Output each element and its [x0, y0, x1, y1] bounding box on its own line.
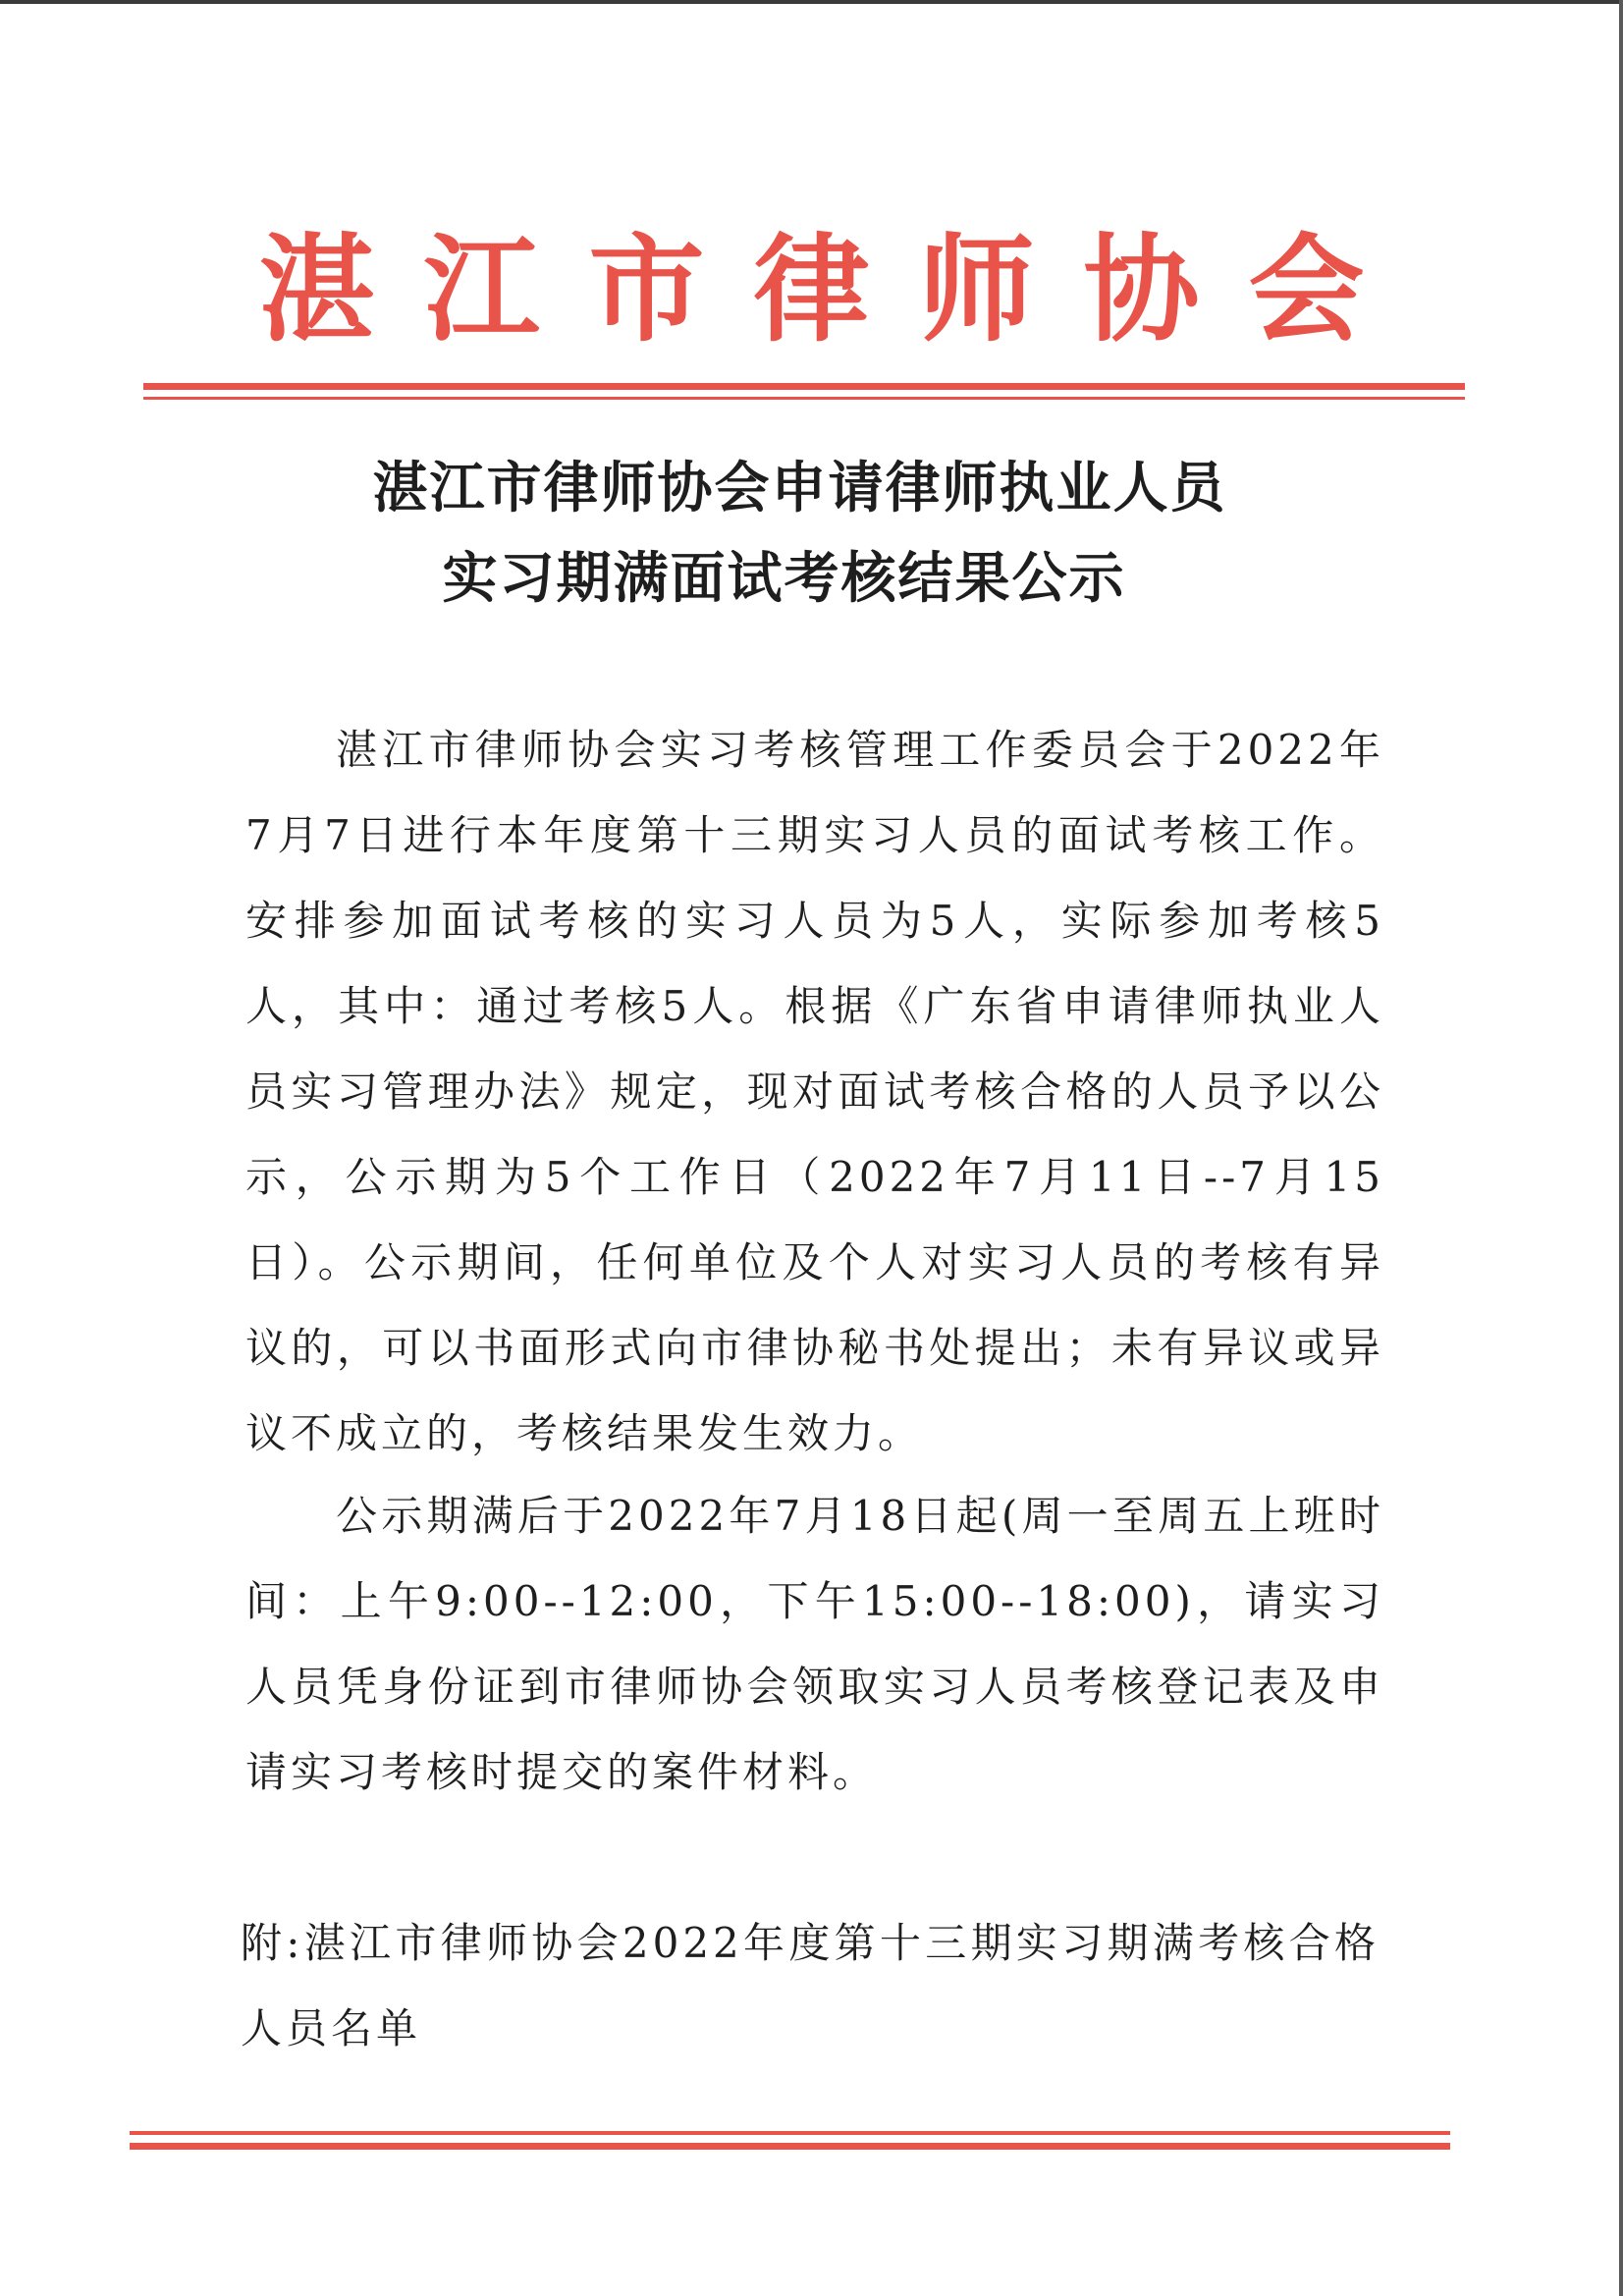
scan-edge-top [0, 0, 1623, 4]
footer-rule-thin [130, 2131, 1450, 2135]
letterhead-rule-thick [143, 383, 1465, 390]
notice-title-line1: 湛江市律师协会申请律师执业人员 [372, 457, 1227, 520]
letterhead-org-name: 湛江市律师协会 [258, 222, 1414, 357]
notice-title-line2: 实习期满面试考核结果公示 [442, 547, 1126, 611]
body-paragraph-2: 公示期满后于2022年7月18日起(周一至周五上班时间：上午9:00--12:00，下午15:00--18:00)，请实习人员凭身份证到市律师协会领取实习人员考核登记表及申请实习考核时提交的案件材料。 [245, 1492, 1384, 1796]
attachment-note: 附:湛江市律师协会2022年度第十三期实习期满考核合格人员名单 [241, 1919, 1380, 2052]
body-paragraph-1: 湛江市律师协会实习考核管理工作委员会于2022年7月7日进行本年度第十三期实习人员的面试考核工作。安排参加面试考核的实习人员为5人，实际参加考核5人，其中：通过考核5人。根据《广东省申请律师执业人员实习管理办法》规定，现对面试考核合格的人员予以公示，公示期为5个工作日（2022年7月11日--7月15日）。公示期间，任何单位及个人对实习人员的考核有异议的，可以书面形式向市律协秘书处提出；未有异议或异议不成立的，考核结果发生效力。 [245, 726, 1384, 1457]
footer-rule-thick [130, 2143, 1450, 2150]
letterhead-rule-thin [143, 397, 1465, 400]
